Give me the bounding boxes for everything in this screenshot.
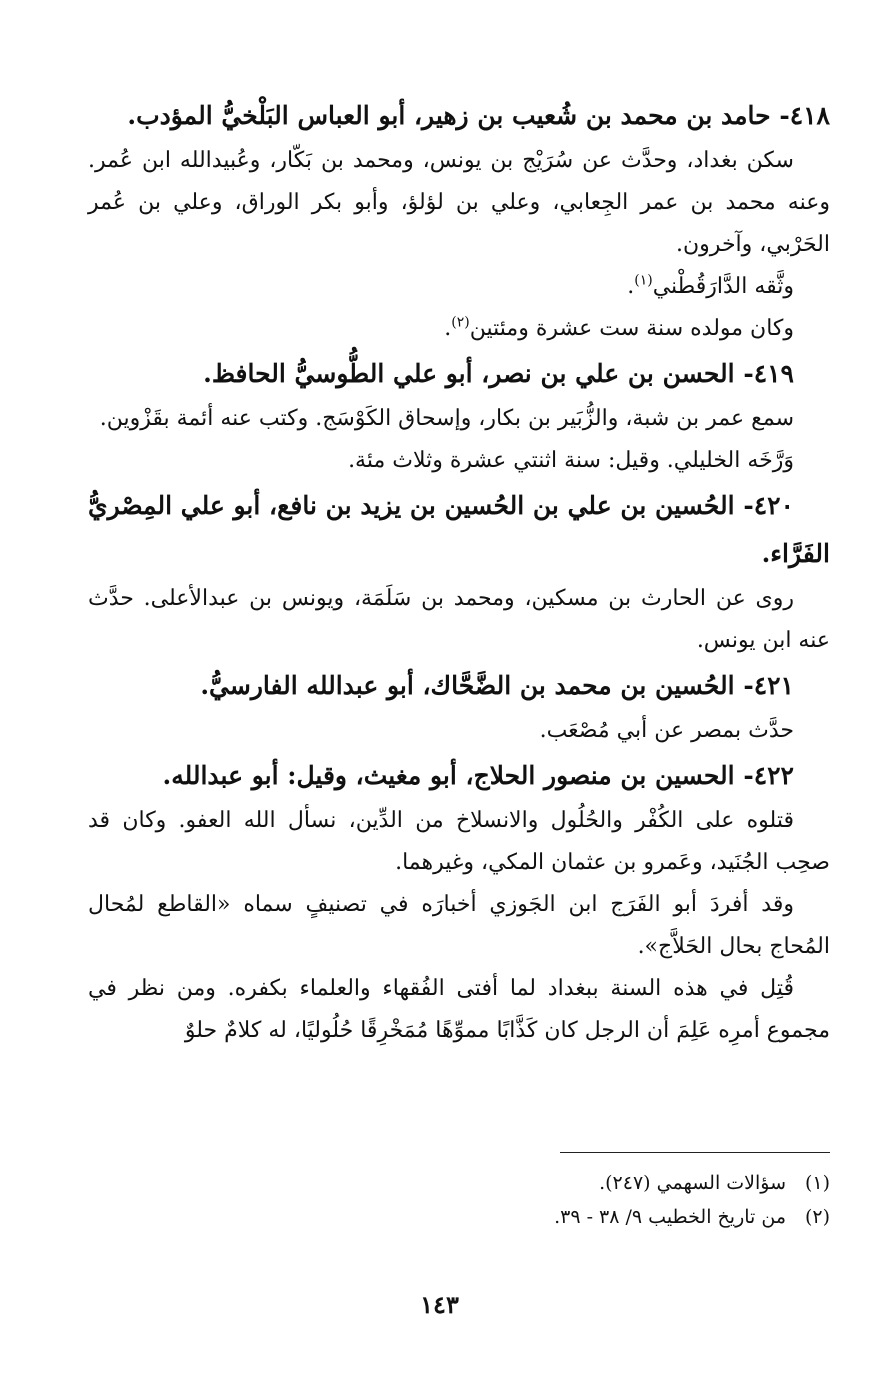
footnote-1-number: (١) — [804, 1172, 830, 1194]
entry-418-paragraph-3-text: وكان مولده سنة ست عشرة ومئتين — [469, 316, 794, 341]
entry-419-paragraph-2: وَرَّخَه الخليلي. وقيل: سنة اثنتي عشرة وثلاث مئة. — [348, 448, 794, 473]
footnote-2-text: من تاريخ الخطيب ٩/ ٣٨ - ٣٩. — [554, 1206, 786, 1228]
footnotes — [300, 1166, 830, 1234]
entry-418-paragraph-2-end: . — [627, 274, 635, 299]
footnote-divider — [560, 1152, 830, 1153]
entry-418-paragraph-2 — [88, 266, 830, 308]
main-text — [88, 92, 830, 1052]
footnote-ref-2: (٢) — [451, 314, 470, 331]
entry-422-paragraph-2: وقد أفردَ أبو الفَرَج ابن الجَوزي أخبارَه في تصنيفٍ سماه «القاطع لمُحال المُحاج بحال الحَلاَّج». — [88, 892, 830, 959]
entry-418-paragraph-1: سكن بغداد، وحدَّث عن سُرَيْج بن يونس، ومحمد بن بَكّار، وعُبيدالله ابن عُمر. وعنه محمد بن عمر الجِعابي، وعلي بن لؤلؤ، وأبو بكر الوراق، وعلي بن عُمر الحَرْبي، وآخرون. — [88, 148, 830, 257]
entry-419-heading: ٤١٩- الحسن بن علي بن نصر، أبو علي الطُّوسيُّ الحافظ. — [203, 359, 794, 388]
entry-421-heading: ٤٢١- الحُسين بن محمد بن الضَّحَّاك، أبو عبدالله الفارسيُّ. — [200, 671, 794, 700]
footnote-2-number: (٢) — [804, 1206, 830, 1228]
entry-421-paragraph-1: حدَّث بمصر عن أبي مُصْعَب. — [539, 718, 794, 743]
entry-418-paragraph-3-end: . — [444, 316, 452, 341]
entry-418-paragraph-3 — [88, 308, 830, 350]
footnote-ref-1: (١) — [634, 272, 653, 289]
entry-418-heading: ٤١٨- حامد بن محمد بن شُعيب بن زهير، أبو العباس البَلْخيُّ المؤدب. — [127, 101, 830, 130]
entry-422-paragraph-1: قتلوه على الكُفْر والحُلُول والانسلاخ من الدِّين، نسأل الله العفو. وكان قد صحِب الجُنَيد، وعَمرو بن عثمان المكي، وغيرهما. — [88, 808, 830, 875]
entry-419-paragraph-1: سمع عمر بن شبة، والزُّبَير بن بكار، وإسحاق الكَوْسَج. وكتب عنه أئمة بقَزْوين. — [99, 406, 794, 431]
entry-422-heading: ٤٢٢- الحسين بن منصور الحلاج، أبو مغيث، وقيل: أبو عبدالله. — [162, 761, 794, 790]
entry-420-paragraph-1: روى عن الحارث بن مسكين، ومحمد بن سَلَمَة، ويونس بن عبدالأعلى. حدَّث عنه ابن يونس. — [88, 586, 830, 653]
entry-418-paragraph-2-text: وثَّقه الدَّارَقُطْني — [652, 274, 794, 299]
entry-422-paragraph-3: قُتِل في هذه السنة ببغداد لما أفتى الفُقهاء والعلماء بكفره. ومن نظر في مجموع أمرِه عَلِمَ أن الرجل كان كَذَّابًا مموِّهًا مُمَخْرِقًا حُلُوليًا، له كلامٌ حلوٌ — [88, 976, 830, 1043]
footnote-1 — [300, 1166, 830, 1200]
page-number: ١٤٣ — [420, 1290, 459, 1319]
footnote-1-text: سؤالات السهمي (٢٤٧). — [599, 1172, 786, 1194]
footnote-2 — [300, 1200, 830, 1234]
entry-420-heading: ٤٢٠- الحُسين بن علي بن الحُسين بن يزيد بن نافع، أبو علي المِصْريُّ الفَرَّاء. — [88, 491, 830, 568]
